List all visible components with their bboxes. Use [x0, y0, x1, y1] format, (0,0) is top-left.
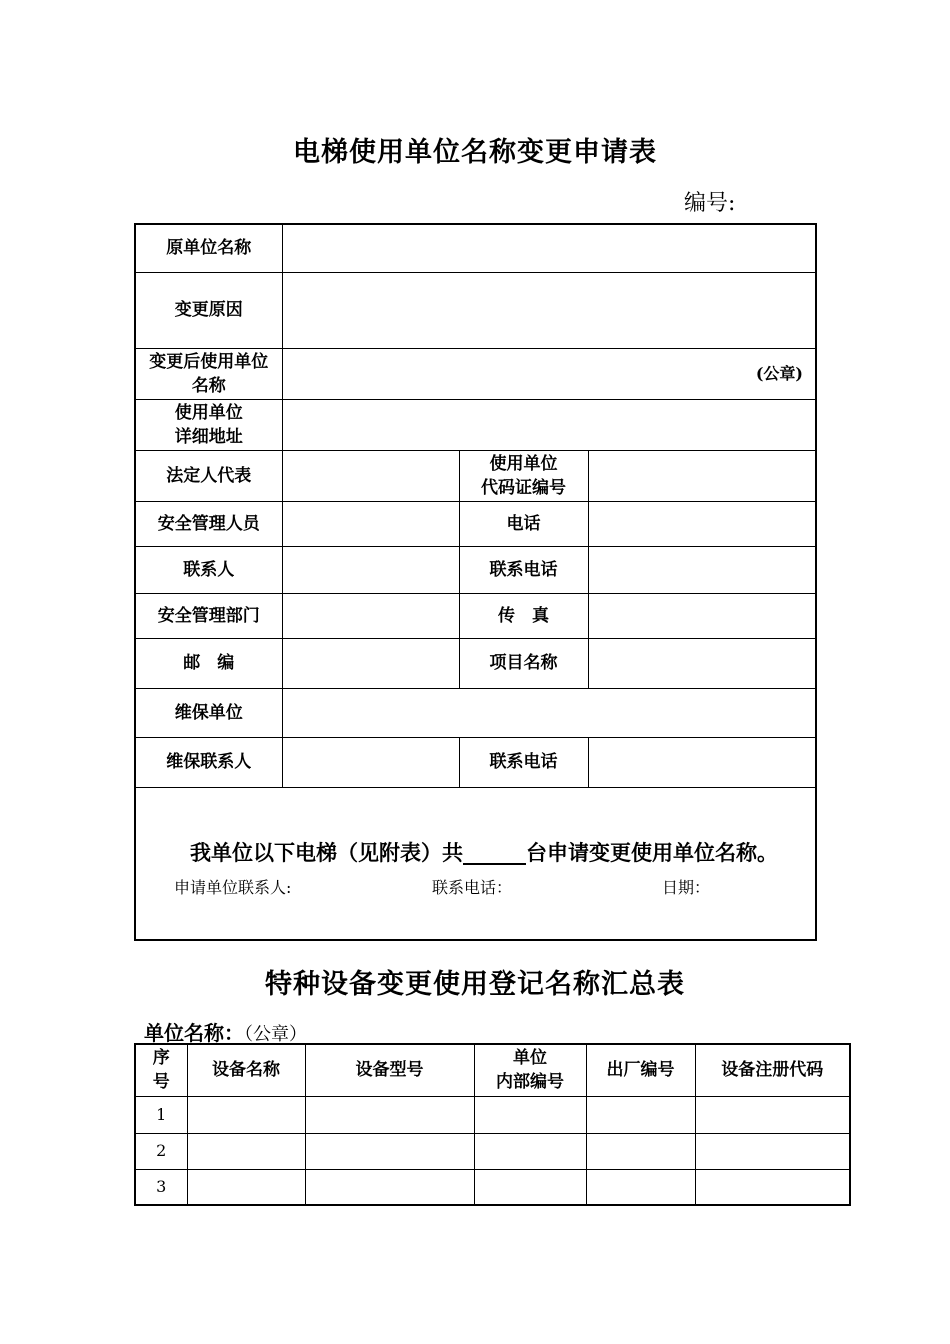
code-label [459, 450, 588, 501]
maintenance-phone-label: 联系电话 [459, 737, 588, 787]
factory-number-cell[interactable] [586, 1169, 695, 1205]
declaration-cell [135, 787, 816, 940]
change-reason-label: 变更原因 [135, 272, 282, 348]
row-number: 1 [135, 1096, 187, 1133]
reg-code-header: 设备注册代码 [695, 1044, 850, 1096]
factory-number-cell[interactable] [586, 1096, 695, 1133]
project-name-label: 项目名称 [459, 638, 588, 688]
legal-rep-field[interactable] [282, 450, 459, 501]
internal-number-cell[interactable] [474, 1169, 586, 1205]
row-number: 3 [135, 1169, 187, 1205]
table-row [135, 1169, 850, 1205]
row-number: 2 [135, 1133, 187, 1169]
safety-dept-label: 安全管理部门 [135, 593, 282, 638]
declaration-phone-label: 联系电话： [432, 878, 513, 898]
contact-phone-label: 联系电话 [459, 546, 588, 593]
internal-header-line1: 单位 [513, 1048, 547, 1069]
device-name-cell[interactable] [187, 1133, 305, 1169]
change-reason-field[interactable] [282, 272, 816, 348]
summary-title: 特种设备变更使用登记名称汇总表 [265, 969, 685, 1000]
factory-number-header: 出厂编号 [586, 1044, 695, 1096]
internal-number-cell[interactable] [474, 1096, 586, 1133]
declaration-text: 我单位以下电梯（见附表）共______台申请变更使用单位名称。 [190, 840, 778, 866]
unit-name-line [144, 1017, 307, 1046]
device-name-cell[interactable] [187, 1096, 305, 1133]
summary-table [134, 1043, 851, 1206]
contact-label: 联系人 [135, 546, 282, 593]
seq-header-line1: 序 [152, 1048, 170, 1069]
declaration-footer [136, 872, 815, 900]
internal-number-header [474, 1044, 586, 1096]
legal-rep-label: 法定人代表 [135, 450, 282, 501]
stamp-label: (公章) [755, 363, 803, 383]
seq-header-line2: 号 [152, 1072, 170, 1093]
safety-dept-field[interactable] [282, 593, 459, 638]
unit-name-label: 单位名称： [144, 1021, 244, 1045]
factory-number-cell[interactable] [586, 1133, 695, 1169]
new-name-label-text: 变更后使用单位名称 [149, 351, 269, 396]
applicant-contact-label: 申请单位联系人: [174, 878, 292, 898]
model-cell[interactable] [305, 1096, 474, 1133]
safety-manager-field[interactable] [282, 501, 459, 546]
postcode-field[interactable] [282, 638, 459, 688]
maintenance-unit-label: 维保单位 [135, 688, 282, 737]
contact-phone-field[interactable] [588, 546, 816, 593]
phone-label: 电话 [459, 501, 588, 546]
model-header: 设备型号 [305, 1044, 474, 1096]
new-name-label [135, 348, 282, 399]
phone-field[interactable] [588, 501, 816, 546]
application-form-table [134, 223, 817, 941]
unit-stamp-label: （公章） [244, 1024, 307, 1045]
reg-code-cell[interactable] [695, 1096, 850, 1133]
date-label: 日期： [662, 878, 711, 898]
table-row [135, 1096, 850, 1133]
device-name-header: 设备名称 [187, 1044, 305, 1096]
serial-number-label: 编号: [684, 191, 736, 216]
maintenance-contact-label: 维保联系人 [135, 737, 282, 787]
code-label-line1: 使用单位 [489, 453, 558, 474]
address-label-line1: 使用单位 [174, 402, 243, 423]
postcode-label: 邮 编 [135, 638, 282, 688]
reg-code-cell[interactable] [695, 1169, 850, 1205]
contact-field[interactable] [282, 546, 459, 593]
form-title: 电梯使用单位名称变更申请表 [293, 137, 657, 168]
maintenance-unit-field[interactable] [282, 688, 816, 737]
table-row [135, 1133, 850, 1169]
code-label-line2: 代码证编号 [481, 477, 566, 498]
internal-number-cell[interactable] [474, 1133, 586, 1169]
original-name-label: 原单位名称 [135, 224, 282, 272]
reg-code-cell[interactable] [695, 1133, 850, 1169]
fax-field[interactable] [588, 593, 816, 638]
maintenance-phone-field[interactable] [588, 737, 816, 787]
seq-header [135, 1044, 187, 1096]
device-name-cell[interactable] [187, 1169, 305, 1205]
code-field[interactable] [588, 450, 816, 501]
project-name-field[interactable] [588, 638, 816, 688]
model-cell[interactable] [305, 1169, 474, 1205]
address-label-line2: 详细地址 [174, 426, 243, 447]
maintenance-contact-field[interactable] [282, 737, 459, 787]
fax-label: 传 真 [459, 593, 588, 638]
model-cell[interactable] [305, 1133, 474, 1169]
new-name-field[interactable] [282, 348, 816, 399]
internal-header-line2: 内部编号 [496, 1072, 564, 1093]
safety-manager-label: 安全管理人员 [135, 501, 282, 546]
address-label [135, 399, 282, 450]
original-name-field[interactable] [282, 224, 816, 272]
address-field[interactable] [282, 399, 816, 450]
